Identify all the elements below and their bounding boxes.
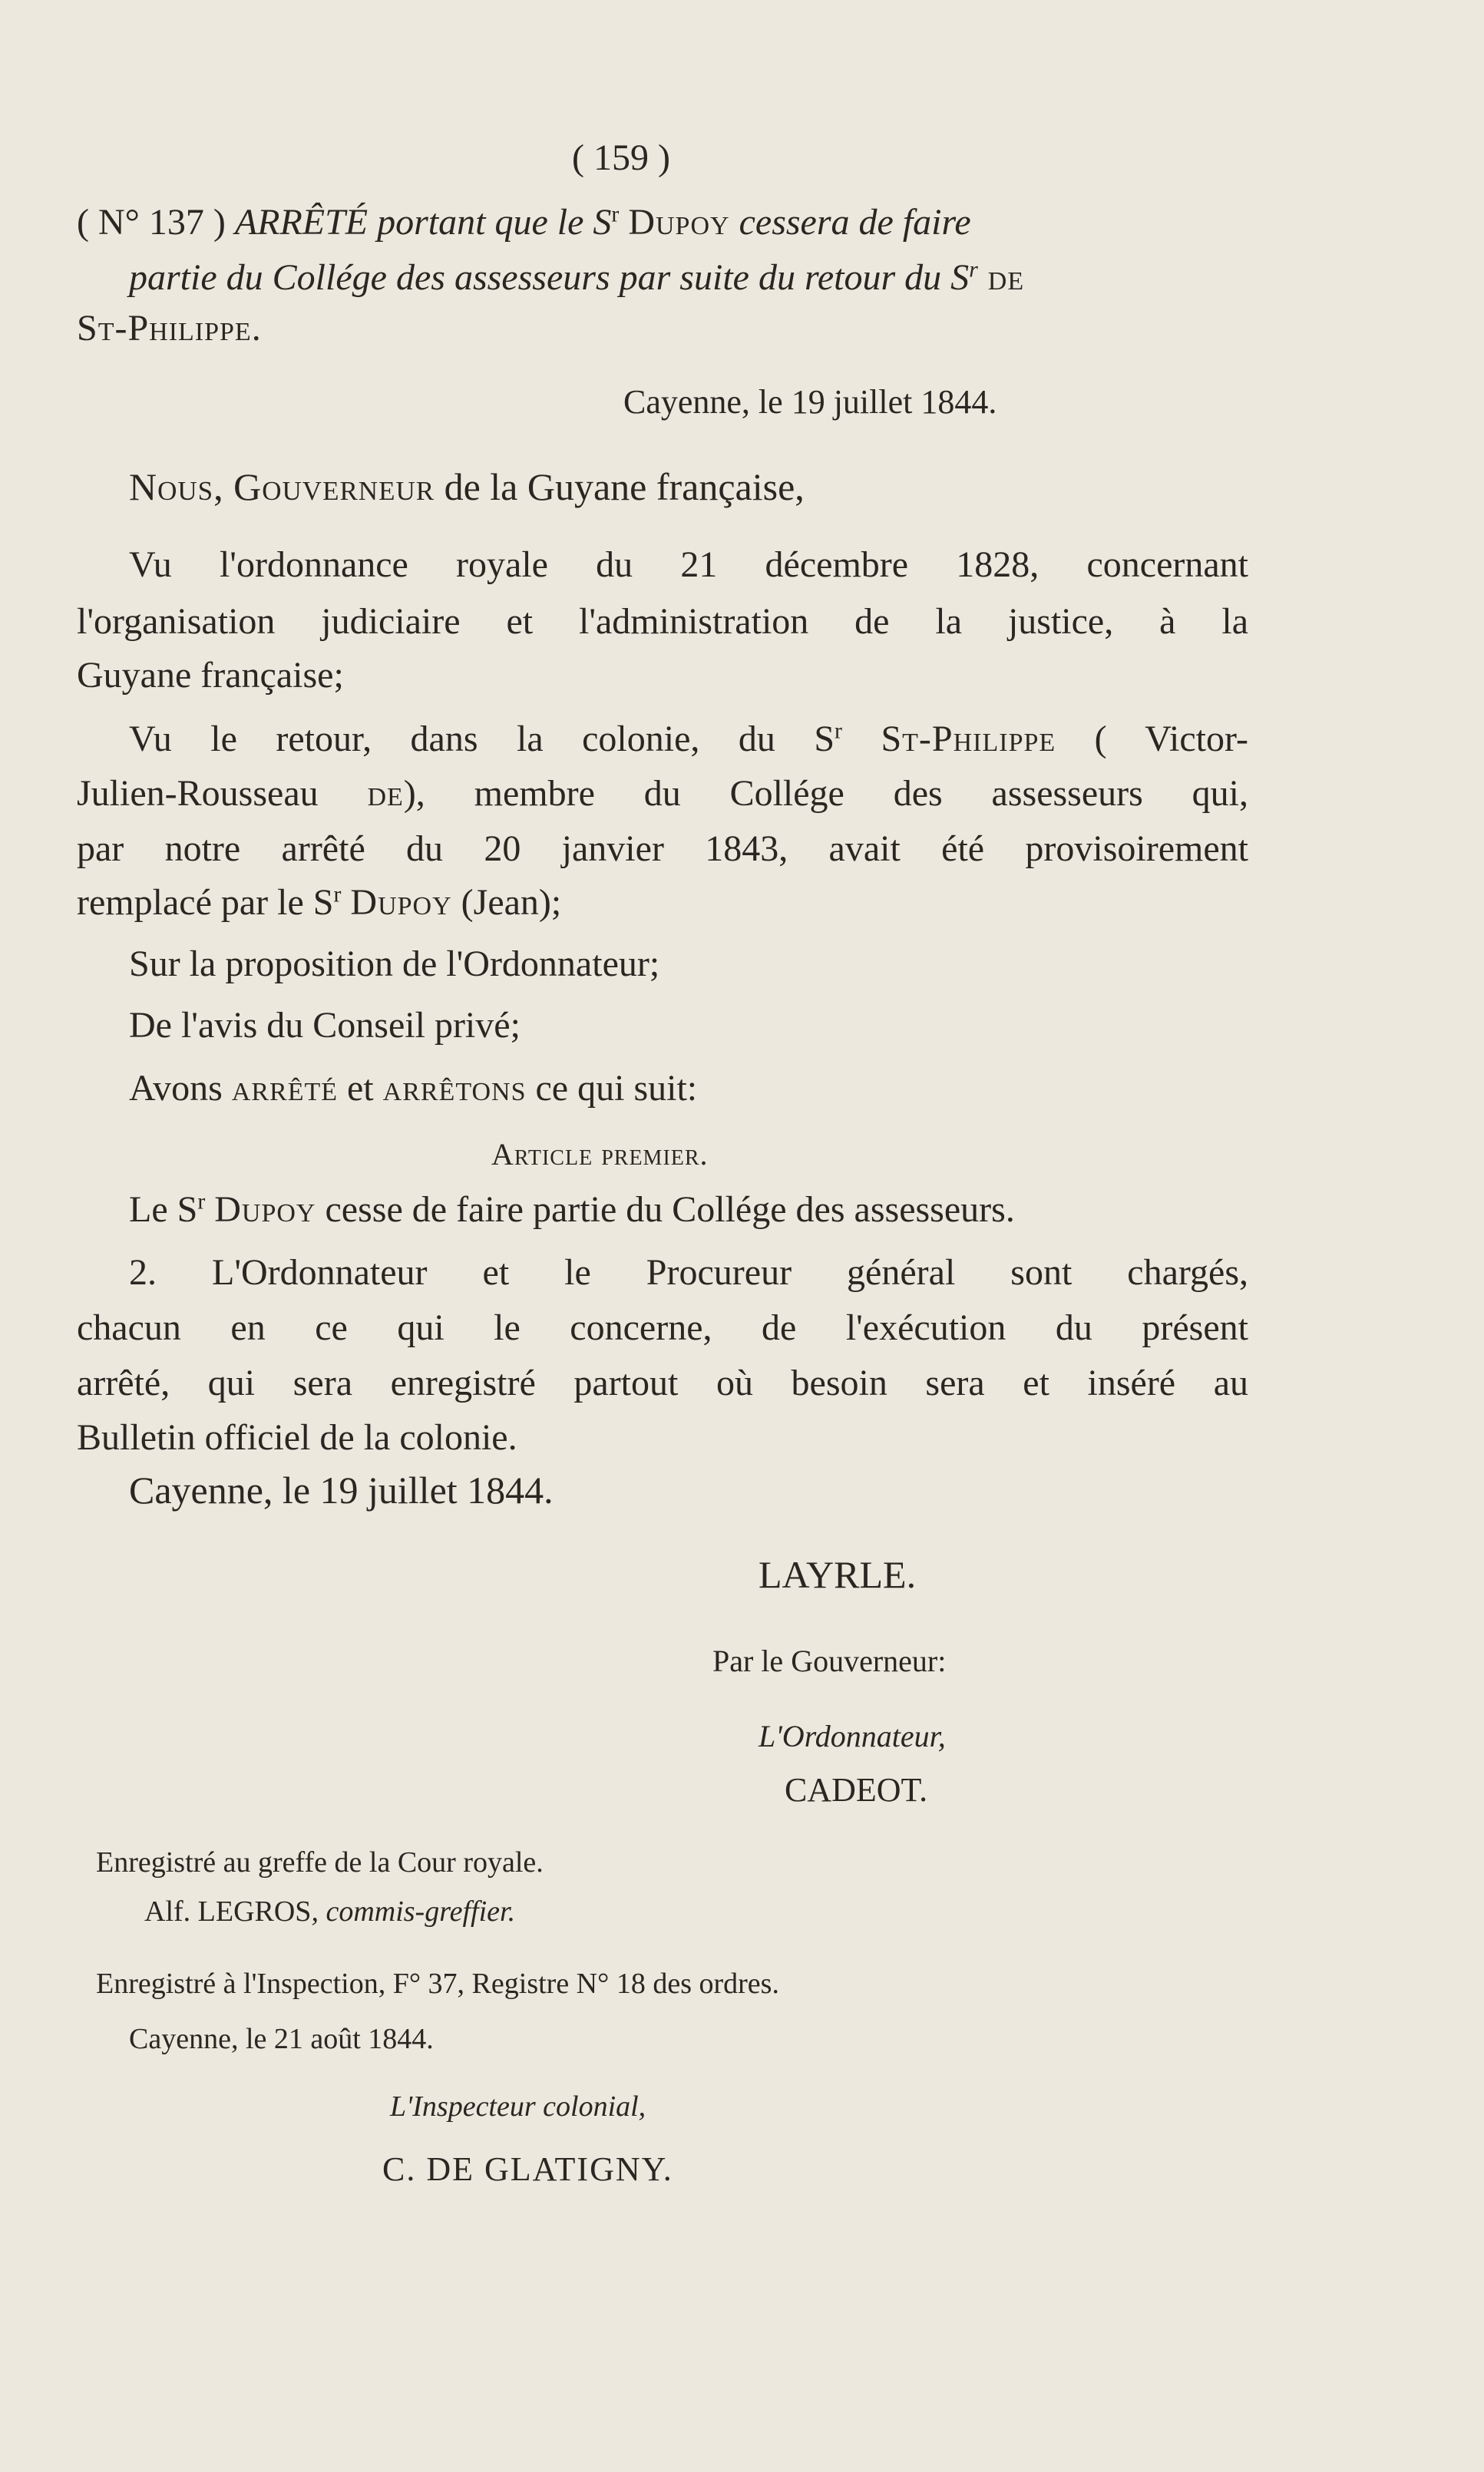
article-2-line2: chacun en ce qui le concerne, de l'exécution du présent <box>77 1307 1248 1348</box>
closing-date: Cayenne, le 19 juillet 1844. <box>129 1469 554 1512</box>
signature-layrle: LAYRLE. <box>759 1553 917 1596</box>
paragraph-1-line3: Guyane française; <box>77 655 344 696</box>
preamble: Nous, Gouverneur de la Guyane française, <box>129 465 805 508</box>
article-2-line3: arrêté, qui sera enregistré partout où besoin sera et inséré au <box>77 1363 1248 1403</box>
paragraph-2-line3: par notre arrêté du 20 janvier 1843, avait été provisoirement <box>77 828 1248 869</box>
registration-greffe: Enregistré au greffe de la Cour royale. <box>96 1846 544 1879</box>
paragraph-2-line2: Julien-Rousseau de), membre du Collége des assesseurs qui, <box>77 773 1248 814</box>
registration-greffier: Alf. LEGROS, commis-greffier. <box>144 1895 516 1928</box>
paragraph-3: Sur la proposition de l'Ordonnateur; <box>129 944 660 984</box>
paragraph-5: Avons arrêté et arrêtons ce qui suit: <box>129 1068 698 1109</box>
paragraph-2-line4: remplacé par le $S^r$ Dupoy (Jean); <box>77 881 562 923</box>
signature-glatigny: C. DE GLATIGNY. <box>382 2150 673 2188</box>
decree-heading-line1: ( N° 137 ) ARRÊTÉ portant que le $S^r$ Dupoy cessera de faire <box>77 201 971 243</box>
inspecteur-title: L'Inspecteur colonial, <box>390 2090 646 2123</box>
article-2-line1: 2. L'Ordonnateur et le Procureur général sont chargés, <box>129 1252 1248 1293</box>
decree-number: ( N° 137 ) <box>77 202 226 243</box>
paragraph-1-line1: Vu l'ordonnance royale du 21 décembre 1828, concernant <box>129 544 1248 585</box>
par-le-gouverneur: Par le Gouverneur: <box>712 1644 947 1678</box>
page-number: ( 159 ) <box>572 137 670 178</box>
paragraph-2-line1: Vu le retour, dans la colonie, du $S^r$ St-Philippe ( Victor- <box>129 718 1248 759</box>
paragraph-1-line2: l'organisation judiciaire et l'administration de la justice, à la <box>77 601 1248 642</box>
article-2-line4: Bulletin officiel de la colonie. <box>77 1417 517 1458</box>
ordonnateur-title: L'Ordonnateur, <box>759 1719 946 1753</box>
signature-cadeot: CADEOT. <box>785 1771 928 1809</box>
person-name: Dupoy <box>628 202 730 243</box>
registration-date: Cayenne, le 21 août 1844. <box>129 2023 434 2055</box>
paragraph-4: De l'avis du Conseil privé; <box>129 1005 521 1046</box>
article-premier-heading: Article premier. <box>491 1137 709 1172</box>
decree-title-prefix: ARRÊTÉ portant que le S <box>234 202 612 243</box>
decree-heading-line3: St-Philippe. <box>77 308 262 349</box>
registration-inspection: Enregistré à l'Inspection, F° 37, Registre N° 18 des ordres. <box>96 1968 779 2000</box>
dateline: Cayenne, le 19 juillet 1844. <box>623 383 997 421</box>
article-1: Le $S^r$ Dupoy cesse de faire partie du Collége des assesseurs. <box>129 1188 1015 1230</box>
decree-heading-line2: partie du Collége des assesseurs par suite du retour du $S^r$ de <box>129 256 1025 298</box>
